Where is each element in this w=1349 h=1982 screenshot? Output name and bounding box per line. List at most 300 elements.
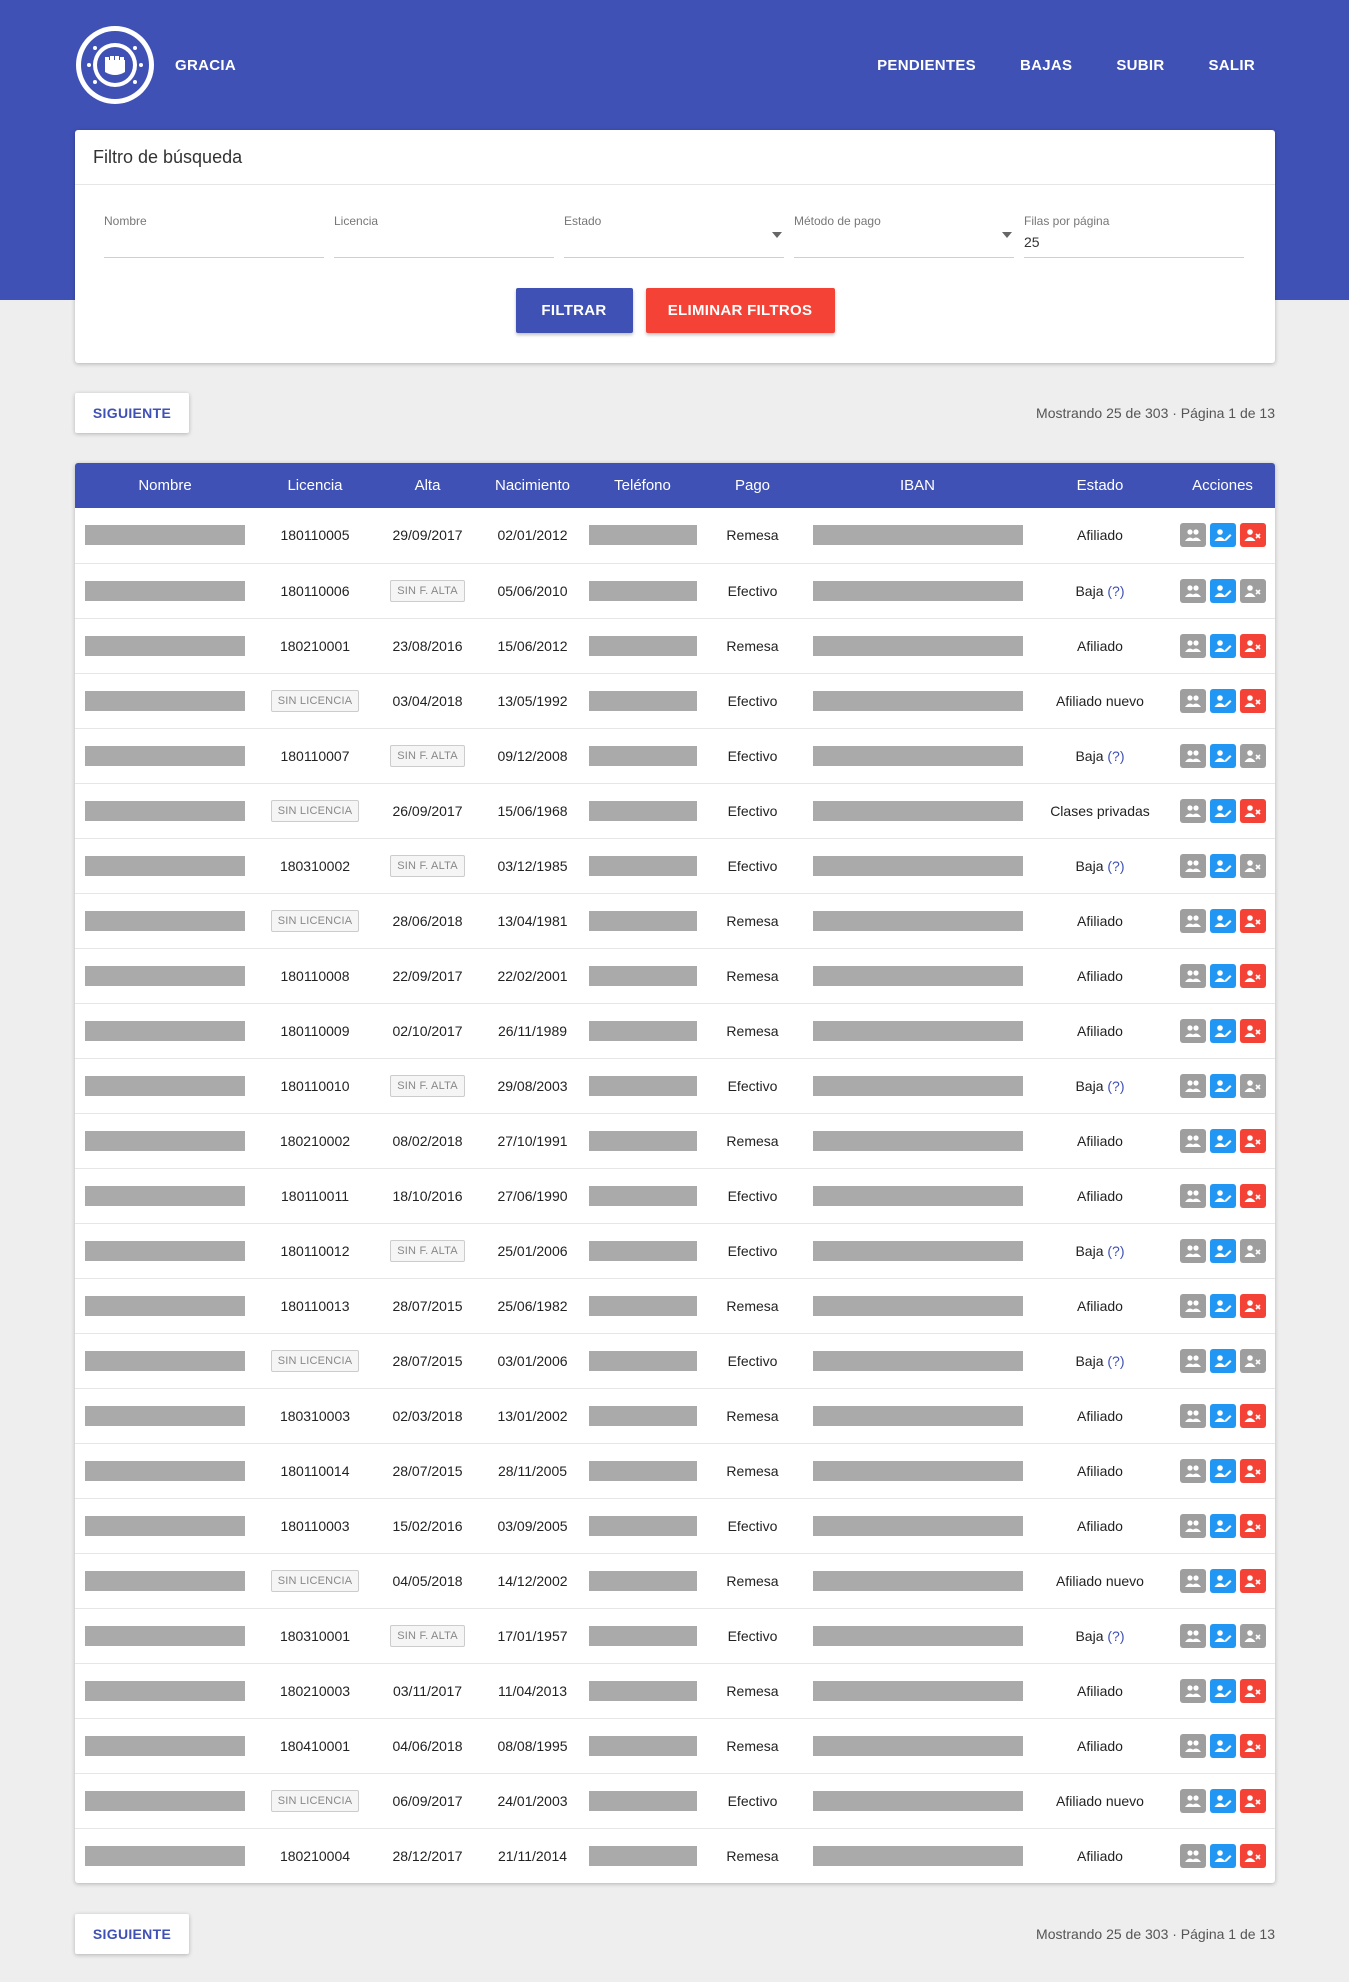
- cell-iban: [805, 1498, 1030, 1553]
- col-alta[interactable]: Alta: [414, 477, 441, 494]
- family-users-icon[interactable]: [1180, 1294, 1206, 1318]
- cell-iban: [805, 1223, 1030, 1278]
- cell-licencia: [255, 1333, 375, 1388]
- cell-licencia: [255, 1553, 375, 1608]
- redacted-name: [85, 1076, 245, 1096]
- signup-date: 28/07/2015: [392, 1352, 463, 1369]
- family-users-icon[interactable]: [1180, 579, 1206, 603]
- family-users-icon[interactable]: [1180, 1569, 1206, 1593]
- baja-help-link[interactable]: (?): [1107, 1352, 1125, 1369]
- cell-telefono: [585, 1553, 700, 1608]
- cell-acciones: [1170, 508, 1275, 563]
- license-number: 180310001: [279, 1627, 351, 1644]
- family-users-icon[interactable]: [1180, 523, 1206, 547]
- row-actions: [1170, 1844, 1275, 1868]
- remove-user-icon[interactable]: [1240, 1019, 1266, 1043]
- payment-method: Remesa: [726, 637, 779, 654]
- table-row: [75, 1553, 1275, 1608]
- license-number: 180410001: [279, 1737, 351, 1754]
- edit-user-icon[interactable]: [1210, 1074, 1236, 1098]
- baja-help-link[interactable]: (?): [1107, 582, 1125, 599]
- nav-subir[interactable]: SUBIR: [1116, 56, 1165, 74]
- cell-estado: [1030, 1058, 1170, 1113]
- cell-pago: [700, 728, 805, 783]
- redacted-iban: [813, 966, 1023, 986]
- remove-user-icon[interactable]: [1240, 1679, 1266, 1703]
- family-users-icon[interactable]: [1180, 1404, 1206, 1428]
- cell-acciones: [1170, 948, 1275, 1003]
- family-users-icon[interactable]: [1180, 1844, 1206, 1868]
- edit-user-icon[interactable]: [1210, 1184, 1236, 1208]
- cell-iban: [805, 508, 1030, 563]
- edit-user-icon[interactable]: [1210, 854, 1236, 878]
- table-row: [75, 1113, 1275, 1168]
- cell-pago: [700, 1663, 805, 1718]
- license-number: 180110009: [280, 1022, 350, 1039]
- col-iban[interactable]: IBAN: [899, 477, 935, 494]
- no-signup-date-badge: SIN F. ALTA: [390, 855, 464, 877]
- cell-acciones: [1170, 563, 1275, 618]
- redacted-phone: [589, 1571, 697, 1591]
- remove-user-icon[interactable]: [1240, 909, 1266, 933]
- payment-method: Remesa: [726, 1682, 779, 1699]
- remove-user-icon[interactable]: [1240, 523, 1266, 547]
- birth-date: 03/12/1985: [497, 857, 568, 874]
- status-text: Afiliado: [1077, 967, 1123, 984]
- redacted-iban: [813, 1241, 1023, 1261]
- col-pago[interactable]: Pago: [734, 477, 771, 494]
- redacted-iban: [813, 856, 1023, 876]
- cell-acciones: [1170, 1773, 1275, 1828]
- row-actions: [1170, 964, 1275, 988]
- license-number: 180110013: [280, 1297, 350, 1314]
- redacted-phone: [589, 1736, 697, 1756]
- edit-user-icon[interactable]: [1210, 1459, 1236, 1483]
- family-users-icon[interactable]: [1180, 909, 1206, 933]
- remove-user-icon[interactable]: [1240, 964, 1266, 988]
- edit-user-icon[interactable]: [1210, 1349, 1236, 1373]
- signup-date: 28/06/2018: [392, 912, 463, 929]
- cell-acciones: [1170, 1333, 1275, 1388]
- remove-user-icon[interactable]: [1240, 1349, 1266, 1373]
- status-text: Baja: [1075, 1352, 1104, 1369]
- cell-alta: [375, 1333, 480, 1388]
- dropdown-arrow-icon[interactable]: [1002, 232, 1012, 238]
- redacted-phone: [589, 1681, 697, 1701]
- edit-user-icon[interactable]: [1210, 1239, 1236, 1263]
- table-row: [75, 1443, 1275, 1498]
- col-nombre[interactable]: Nombre: [138, 477, 192, 494]
- edit-user-icon[interactable]: [1210, 1569, 1236, 1593]
- cell-iban: [805, 673, 1030, 728]
- cell-pago: [700, 1278, 805, 1333]
- cell-acciones: [1170, 1278, 1275, 1333]
- redacted-name: [85, 966, 245, 986]
- payment-method: Efectivo: [727, 747, 778, 764]
- cell-acciones: [1170, 1828, 1275, 1883]
- remove-user-icon[interactable]: [1240, 1294, 1266, 1318]
- payment-method: Efectivo: [727, 1077, 778, 1094]
- remove-user-icon[interactable]: [1240, 1569, 1266, 1593]
- cell-acciones: [1170, 1113, 1275, 1168]
- redacted-iban: [813, 1186, 1023, 1206]
- edit-user-icon[interactable]: [1210, 1624, 1236, 1648]
- cell-nombre: [75, 1333, 255, 1388]
- table-header-row: [75, 463, 1275, 508]
- table-row: [75, 893, 1275, 948]
- row-actions: [1170, 1349, 1275, 1373]
- cell-iban: [805, 893, 1030, 948]
- birth-date: 17/01/1957: [497, 1627, 568, 1644]
- cell-nacimiento: [480, 618, 585, 673]
- cell-estado: [1030, 618, 1170, 673]
- payment-method: Efectivo: [727, 1242, 778, 1259]
- cell-telefono: [585, 1388, 700, 1443]
- cell-nombre: [75, 893, 255, 948]
- cell-nombre: [75, 1278, 255, 1333]
- edit-user-icon[interactable]: [1210, 1844, 1236, 1868]
- license-number: 180310003: [279, 1407, 351, 1424]
- cell-alta: [375, 1718, 480, 1773]
- edit-user-icon[interactable]: [1210, 1404, 1236, 1428]
- cell-acciones: [1170, 1443, 1275, 1498]
- redacted-name: [85, 1296, 245, 1316]
- status-select[interactable]: [564, 214, 784, 258]
- cell-telefono: [585, 1113, 700, 1168]
- col-licencia[interactable]: Licencia: [287, 477, 343, 494]
- birth-date: 28/11/2005: [497, 1462, 568, 1479]
- cell-nombre: [75, 1553, 255, 1608]
- cell-acciones: [1170, 1553, 1275, 1608]
- search-filter-card: [75, 130, 1275, 363]
- col-estado[interactable]: Estado: [1076, 477, 1124, 494]
- redacted-phone: [589, 801, 697, 821]
- cell-nacimiento: [480, 893, 585, 948]
- license-field[interactable]: [334, 214, 554, 258]
- edit-user-icon[interactable]: [1210, 579, 1236, 603]
- birth-date: 15/06/1968: [497, 802, 568, 819]
- signup-date: 28/07/2015: [392, 1462, 463, 1479]
- clear-filters-button[interactable]: ELIMINAR FILTROS: [646, 288, 835, 333]
- col-nacimiento[interactable]: Nacimiento: [494, 477, 571, 494]
- cell-alta: [375, 1058, 480, 1113]
- remove-user-icon[interactable]: [1240, 799, 1266, 823]
- payment-method: Efectivo: [727, 582, 778, 599]
- cell-telefono: [585, 1003, 700, 1058]
- cell-alta: [375, 1223, 480, 1278]
- no-license-badge: SIN LICENCIA: [271, 1350, 360, 1372]
- family-users-icon[interactable]: [1180, 1184, 1206, 1208]
- signup-date: 26/09/2017: [392, 802, 463, 819]
- family-users-icon[interactable]: [1180, 799, 1206, 823]
- family-users-icon[interactable]: [1180, 1019, 1206, 1043]
- cell-telefono: [585, 783, 700, 838]
- baja-help-link[interactable]: (?): [1107, 1077, 1125, 1094]
- redacted-phone: [589, 1241, 697, 1261]
- license-number: 180110007: [280, 747, 350, 764]
- family-users-icon[interactable]: [1180, 1679, 1206, 1703]
- cell-alta: [375, 1388, 480, 1443]
- rows-per-page-field[interactable]: [1024, 214, 1244, 258]
- cell-licencia: [255, 618, 375, 673]
- remove-user-icon[interactable]: [1240, 634, 1266, 658]
- family-users-icon[interactable]: [1180, 1074, 1206, 1098]
- cell-alta: [375, 1553, 480, 1608]
- remove-user-icon[interactable]: [1240, 744, 1266, 768]
- cell-nacimiento: [480, 1443, 585, 1498]
- payment-method: Remesa: [726, 527, 779, 544]
- family-users-icon[interactable]: [1180, 1514, 1206, 1538]
- cell-iban: [805, 728, 1030, 783]
- family-users-icon[interactable]: [1180, 689, 1206, 713]
- cell-licencia: [255, 1498, 375, 1553]
- cell-nacimiento: [480, 728, 585, 783]
- no-signup-date-badge: SIN F. ALTA: [390, 580, 464, 602]
- baja-help-link[interactable]: (?): [1107, 857, 1125, 874]
- brand-name[interactable]: GRACIA: [175, 56, 236, 74]
- filter-title: Filtro de búsqueda: [75, 130, 1275, 185]
- remove-user-icon[interactable]: [1240, 579, 1266, 603]
- cell-iban: [805, 1113, 1030, 1168]
- cell-nacimiento: [480, 1608, 585, 1663]
- family-users-icon[interactable]: [1180, 854, 1206, 878]
- cell-nacimiento: [480, 948, 585, 1003]
- dropdown-arrow-icon[interactable]: [772, 232, 782, 238]
- cell-nacimiento: [480, 673, 585, 728]
- pager-bottom: [75, 1914, 1275, 1954]
- family-users-icon[interactable]: [1180, 1789, 1206, 1813]
- baja-help-link[interactable]: (?): [1107, 1627, 1125, 1644]
- edit-user-icon[interactable]: [1210, 689, 1236, 713]
- table-body: [75, 508, 1275, 1883]
- status-text: Afiliado nuevo: [1056, 1572, 1144, 1589]
- redacted-iban: [813, 1571, 1023, 1591]
- edit-user-icon[interactable]: [1210, 523, 1236, 547]
- license-number: 180210001: [279, 637, 351, 654]
- pagination-info: Mostrando 25 de 303 · Página 1 de 13: [1036, 1926, 1275, 1942]
- family-users-icon[interactable]: [1180, 1349, 1206, 1373]
- table-row: [75, 838, 1275, 893]
- table-row: [75, 1333, 1275, 1388]
- payment-method: Remesa: [726, 1737, 779, 1754]
- remove-user-icon[interactable]: [1240, 1624, 1266, 1648]
- cell-nacimiento: [480, 508, 585, 563]
- family-users-icon[interactable]: [1180, 1459, 1206, 1483]
- signup-date: 06/09/2017: [392, 1792, 463, 1809]
- cell-iban: [805, 1058, 1030, 1113]
- cell-pago: [700, 838, 805, 893]
- baja-help-link[interactable]: (?): [1107, 747, 1125, 764]
- signup-date: 04/06/2018: [392, 1737, 463, 1754]
- cell-nombre: [75, 563, 255, 618]
- cell-acciones: [1170, 1388, 1275, 1443]
- status-text: Baja: [1075, 1077, 1104, 1094]
- remove-user-icon[interactable]: [1240, 854, 1266, 878]
- birth-date: 09/12/2008: [497, 747, 568, 764]
- edit-user-icon[interactable]: [1210, 964, 1236, 988]
- cell-estado: [1030, 838, 1170, 893]
- table-row: [75, 1388, 1275, 1443]
- cell-estado: [1030, 673, 1170, 728]
- table-row: [75, 1003, 1275, 1058]
- baja-help-link[interactable]: (?): [1107, 1242, 1125, 1259]
- edit-user-icon[interactable]: [1210, 1789, 1236, 1813]
- cell-estado: [1030, 1773, 1170, 1828]
- nav-pendientes[interactable]: PENDIENTES: [877, 56, 976, 74]
- cell-licencia: [255, 1113, 375, 1168]
- payment-method: Remesa: [726, 1572, 779, 1589]
- cell-nombre: [75, 728, 255, 783]
- signup-date: 03/11/2017: [392, 1682, 463, 1699]
- cell-estado: [1030, 1113, 1170, 1168]
- family-users-icon[interactable]: [1180, 634, 1206, 658]
- redacted-name: [85, 1736, 245, 1756]
- payment-method: Remesa: [726, 1022, 779, 1039]
- remove-user-icon[interactable]: [1240, 1074, 1266, 1098]
- family-users-icon[interactable]: [1180, 1239, 1206, 1263]
- signup-date: 02/03/2018: [392, 1407, 463, 1424]
- table-row: [75, 1168, 1275, 1223]
- status-text: Afiliado nuevo: [1056, 692, 1144, 709]
- col-telefono[interactable]: Teléfono: [614, 477, 671, 494]
- cell-pago: [700, 1553, 805, 1608]
- cell-nacimiento: [480, 1058, 585, 1113]
- remove-user-icon[interactable]: [1240, 1789, 1266, 1813]
- remove-user-icon[interactable]: [1240, 1129, 1266, 1153]
- status-text: Baja: [1075, 1242, 1104, 1259]
- table-row: [75, 1223, 1275, 1278]
- cell-pago: [700, 1058, 805, 1113]
- remove-user-icon[interactable]: [1240, 1239, 1266, 1263]
- no-signup-date-badge: SIN F. ALTA: [390, 1240, 464, 1262]
- edit-user-icon[interactable]: [1210, 1129, 1236, 1153]
- payment-method-select[interactable]: [794, 214, 1014, 258]
- redacted-iban: [813, 1351, 1023, 1371]
- license-number: 180110014: [280, 1462, 350, 1479]
- rows-per-page-label: Filas por página: [1024, 214, 1110, 228]
- cell-nombre: [75, 1773, 255, 1828]
- cell-acciones: [1170, 1663, 1275, 1718]
- next-page-button[interactable]: SIGUIENTE: [75, 1914, 189, 1954]
- cell-nombre: [75, 1443, 255, 1498]
- cell-nombre: [75, 1828, 255, 1883]
- edit-user-icon[interactable]: [1210, 1734, 1236, 1758]
- family-users-icon[interactable]: [1180, 744, 1206, 768]
- payment-method: Efectivo: [727, 1792, 778, 1809]
- redacted-iban: [813, 691, 1023, 711]
- rows-per-page-value[interactable]: 25: [1024, 234, 1040, 250]
- edit-user-icon[interactable]: [1210, 1514, 1236, 1538]
- cell-iban: [805, 1333, 1030, 1388]
- redacted-phone: [589, 1846, 697, 1866]
- cell-nombre: [75, 1498, 255, 1553]
- redacted-name: [85, 1131, 245, 1151]
- remove-user-icon[interactable]: [1240, 689, 1266, 713]
- edit-user-icon[interactable]: [1210, 909, 1236, 933]
- edit-user-icon[interactable]: [1210, 799, 1236, 823]
- cell-nombre: [75, 1608, 255, 1663]
- cell-nacimiento: [480, 1388, 585, 1443]
- row-actions: [1170, 799, 1275, 823]
- redacted-phone: [589, 1186, 697, 1206]
- cell-licencia: [255, 1718, 375, 1773]
- members-table-card: [75, 463, 1275, 1883]
- cell-licencia: [255, 508, 375, 563]
- signup-date: 03/04/2018: [392, 692, 463, 709]
- row-actions: [1170, 689, 1275, 713]
- license-number: 180310002: [279, 857, 351, 874]
- birth-date: 08/08/1995: [497, 1737, 568, 1754]
- redacted-name: [85, 1626, 245, 1646]
- family-users-icon[interactable]: [1180, 964, 1206, 988]
- cell-alta: [375, 618, 480, 673]
- cell-iban: [805, 618, 1030, 673]
- redacted-iban: [813, 581, 1023, 601]
- license-number: 180110008: [280, 967, 350, 984]
- row-actions: [1170, 1789, 1275, 1813]
- federation-logo-icon[interactable]: [75, 22, 155, 108]
- cell-licencia: [255, 1278, 375, 1333]
- name-field[interactable]: [104, 214, 324, 258]
- remove-user-icon[interactable]: [1240, 1514, 1266, 1538]
- next-page-button[interactable]: SIGUIENTE: [75, 393, 189, 433]
- edit-user-icon[interactable]: [1210, 634, 1236, 658]
- cell-pago: [700, 1388, 805, 1443]
- cell-estado: [1030, 1168, 1170, 1223]
- edit-user-icon[interactable]: [1210, 744, 1236, 768]
- cell-nombre: [75, 948, 255, 1003]
- cell-telefono: [585, 1278, 700, 1333]
- status-select-label: Estado: [564, 214, 602, 228]
- family-users-icon[interactable]: [1180, 1129, 1206, 1153]
- cell-iban: [805, 1828, 1030, 1883]
- family-users-icon[interactable]: [1180, 1734, 1206, 1758]
- cell-pago: [700, 1718, 805, 1773]
- edit-user-icon[interactable]: [1210, 1679, 1236, 1703]
- nav-bajas[interactable]: BAJAS: [1019, 56, 1073, 74]
- family-users-icon[interactable]: [1180, 1624, 1206, 1648]
- cell-pago: [700, 1003, 805, 1058]
- remove-user-icon[interactable]: [1240, 1404, 1266, 1428]
- redacted-iban: [813, 1736, 1023, 1756]
- remove-user-icon[interactable]: [1240, 1844, 1266, 1868]
- redacted-name: [85, 1241, 245, 1261]
- cell-iban: [805, 1718, 1030, 1773]
- edit-user-icon[interactable]: [1210, 1019, 1236, 1043]
- nav-salir[interactable]: SALIR: [1208, 56, 1255, 74]
- redacted-name: [85, 911, 245, 931]
- status-text: Baja: [1075, 582, 1104, 599]
- cell-acciones: [1170, 673, 1275, 728]
- remove-user-icon[interactable]: [1240, 1734, 1266, 1758]
- cell-acciones: [1170, 1058, 1275, 1113]
- cell-telefono: [585, 563, 700, 618]
- cell-nacimiento: [480, 1663, 585, 1718]
- filter-button[interactable]: FILTRAR: [516, 288, 633, 333]
- cell-acciones: [1170, 1718, 1275, 1773]
- remove-user-icon[interactable]: [1240, 1184, 1266, 1208]
- row-actions: [1170, 1569, 1275, 1593]
- redacted-phone: [589, 1516, 697, 1536]
- redacted-name: [85, 746, 245, 766]
- redacted-phone: [589, 1406, 697, 1426]
- redacted-iban: [813, 1846, 1023, 1866]
- row-actions: [1170, 523, 1275, 547]
- table-row: [75, 1773, 1275, 1828]
- edit-user-icon[interactable]: [1210, 1294, 1236, 1318]
- remove-user-icon[interactable]: [1240, 1459, 1266, 1483]
- cell-estado: [1030, 728, 1170, 783]
